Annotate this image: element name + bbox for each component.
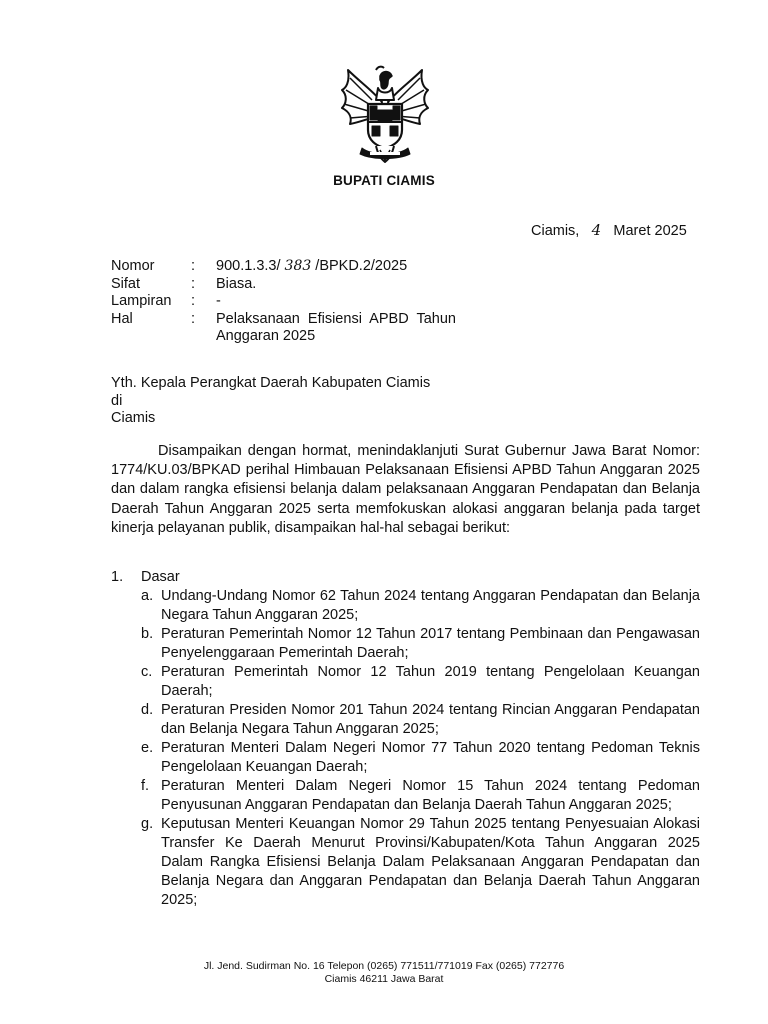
item-letter: d. bbox=[141, 702, 154, 718]
item-text: Undang-Undang Nomor 62 Tahun 2024 tentang Anggaran Pendapatan dan Belanja Negara Tahun Anggaran 2025; bbox=[161, 588, 700, 623]
meta-label: Nomor bbox=[111, 258, 155, 274]
list-item bbox=[141, 739, 700, 777]
list-item bbox=[141, 625, 700, 663]
meta-value: Biasa. bbox=[216, 275, 257, 292]
meta-value-nomor bbox=[216, 258, 456, 276]
month-year: Maret 2025 bbox=[613, 223, 687, 239]
item-letter: f. bbox=[141, 778, 150, 794]
place-date bbox=[531, 221, 687, 239]
item-text: Peraturan Pemerintah Nomor 12 Tahun 2019 tentang Pengelolaan Keuangan Daerah; bbox=[161, 664, 700, 699]
item-text: Peraturan Menteri Dalam Negeri Nomor 77 Tahun 2020 tentang Pedoman Teknis Pengelolaan Keuangan Daerah; bbox=[161, 740, 700, 775]
list-item bbox=[141, 587, 700, 625]
dasar-list bbox=[141, 587, 700, 910]
footer-city: Ciamis 46211 Jawa Barat bbox=[324, 972, 444, 985]
meta-label: Hal bbox=[111, 310, 133, 327]
recipient-block bbox=[111, 375, 430, 428]
recipient-line: Yth. Kepala Perangkat Daerah Kabupaten Ciamis bbox=[111, 375, 431, 391]
intro-paragraph bbox=[111, 442, 700, 538]
item-letter: b. bbox=[141, 626, 154, 642]
office-title: BUPATI CIAMIS bbox=[333, 173, 435, 188]
list-item bbox=[141, 777, 700, 815]
item-letter: a. bbox=[141, 588, 154, 604]
letter-footer bbox=[0, 960, 768, 985]
meta-label: Sifat bbox=[111, 275, 141, 292]
recipient-line: Ciamis bbox=[111, 410, 156, 426]
handwritten-day: 4 bbox=[591, 221, 602, 239]
meta-colon: : bbox=[191, 310, 196, 327]
place: Ciamis, bbox=[531, 223, 580, 239]
list-item bbox=[141, 701, 700, 739]
meta-colon: : bbox=[191, 258, 196, 274]
nomor-prefix: 900.1.3.3/ bbox=[216, 258, 281, 274]
meta-row-lampiran bbox=[111, 293, 456, 311]
item-text: Peraturan Menteri Dalam Negeri Nomor 15 Tahun 2024 tentang Pedoman Penyusunan Anggaran Pendapatan dan Belanja Daerah Tahun Anggaran 2025; bbox=[161, 778, 700, 813]
section-title: Dasar bbox=[141, 569, 180, 585]
meta-label: Lampiran bbox=[111, 293, 172, 309]
item-text: Peraturan Pemerintah Nomor 12 Tahun 2017 tentang Pembinaan dan Pengawasan Penyelenggaraan Pemerintah Daerah; bbox=[161, 626, 700, 661]
meta-colon: : bbox=[191, 275, 196, 292]
recipient-line: di bbox=[111, 392, 123, 409]
nomor-suffix: /BPKD.2/2025 bbox=[315, 258, 408, 274]
intro-text: Disampaikan dengan hormat, menindaklanjuti Surat Gubernur Jawa Barat Nomor: 1774/KU.03/BPKAD perihal Himbauan Pelaksanaan Efisiensi APBD Tahun Anggaran 2025 dan dalam rangka efisiensi belanja dalam pelaksanaan Anggaran Pendapatan dan Belanja Daerah Tahun Anggaran 2025 serta memfokuskan alokasi anggaran belanja pada target kinerja pelayanan publik, disampaikan hal-hal sebagai berikut: bbox=[111, 443, 700, 536]
footer-address: Jl. Jend. Sudirman No. 16 Telepon (0265) 771511/771019 Fax (0265) 772776 bbox=[203, 960, 565, 972]
item-letter: g. bbox=[141, 816, 154, 832]
meta-value-hal: Pelaksanaan Efisiensi APBD Tahun Anggaran 2025 bbox=[216, 310, 456, 344]
section-number: 1. bbox=[111, 569, 124, 585]
item-text: Peraturan Presiden Nomor 201 Tahun 2024 tentang Rincian Anggaran Pendapatan dan Belanja Negara Tahun Anggaran 2025; bbox=[161, 702, 700, 737]
meta-row-sifat bbox=[111, 276, 456, 294]
section-heading bbox=[111, 568, 700, 587]
item-letter: c. bbox=[141, 664, 153, 680]
item-letter: e. bbox=[141, 740, 154, 756]
meta-colon: : bbox=[191, 293, 196, 309]
meta-row-hal bbox=[111, 311, 456, 346]
meta-value: - bbox=[216, 293, 221, 309]
item-text: Keputusan Menteri Keuangan Nomor 29 Tahun 2025 tentang Penyesuaian Alokasi Transfer Ke Daerah Menurut Provinsi/Kabupaten/Kota Tahun Anggaran 2025 Dalam Rangka Efisiensi Belanja Dalam Pelaksanaan Anggaran Pendapatan dan Belanja Negara dan Anggaran Pendapatan dan Belanja Daerah Tahun Anggaran 2025; bbox=[161, 816, 700, 908]
meta-row-nomor bbox=[111, 258, 456, 276]
handwritten-number: 383 bbox=[284, 258, 312, 274]
letter-meta bbox=[111, 258, 456, 346]
section-dasar bbox=[111, 568, 700, 910]
list-item bbox=[141, 815, 700, 910]
list-item bbox=[141, 663, 700, 701]
garuda-emblem-icon bbox=[332, 60, 438, 168]
